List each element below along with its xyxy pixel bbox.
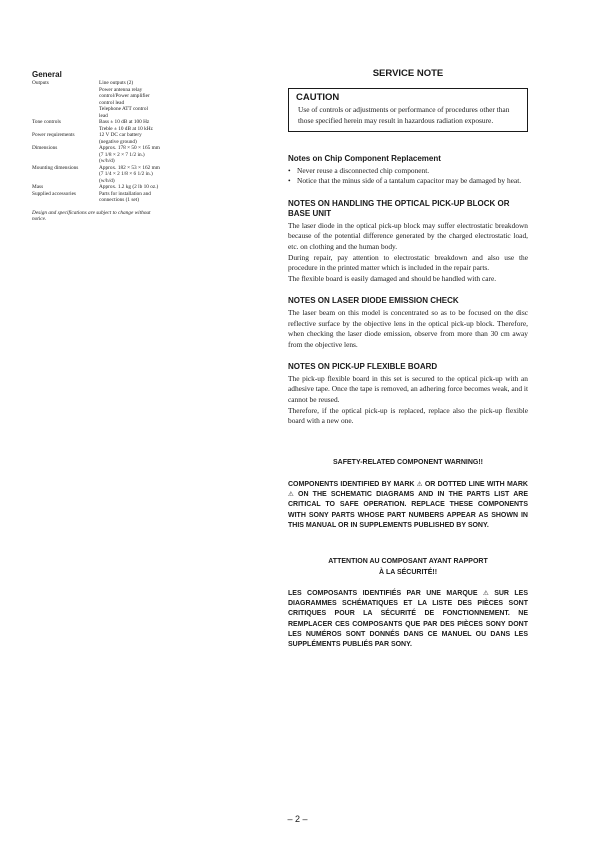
warning-triangle-icon: ⚠	[482, 589, 489, 597]
caution-title: CAUTION	[296, 92, 340, 103]
general-title: General	[32, 70, 62, 79]
flex-title: NOTES ON PICK-UP FLEXIBLE BOARD	[288, 362, 438, 372]
chip-bullet	[288, 166, 528, 177]
spec-value-line: lead	[99, 112, 108, 119]
laser-text: The laser beam on this model is concentrated so as to be focused on the disc reflective surface by the objective lens in the optical pick-up block. Therefore, when checking the laser diode emission, observe from more than 30 cm away from the objective lens.	[288, 307, 528, 349]
disclaimer-line: notice.	[32, 216, 47, 222]
spec-label: Outputs	[32, 80, 49, 86]
fr-title-line: À LA SÉCURITÉ!!	[378, 568, 438, 576]
bullet-text: Never reuse a disconnected chip component.	[297, 165, 430, 175]
spec-value-line: control lead	[99, 99, 125, 106]
safety-text-part: OR DOTTED LINE WITH MARK	[424, 480, 528, 488]
fr-text-part: LES COMPOSANTS IDENTIFIÉS PAR UNE MARQUE	[288, 589, 478, 597]
spec-row	[32, 191, 182, 204]
general-specs	[32, 70, 182, 223]
optical-text: The laser diode in the optical pick-up block may suffer electrostatic breakdown because of the potential difference generated by the charged electrostatic load, etc. on clothing and the human body.	[288, 220, 528, 252]
spec-row	[32, 165, 182, 185]
spec-row	[32, 132, 182, 145]
flex-section	[288, 362, 528, 426]
spec-value-line: Line outputs (2)	[99, 80, 134, 86]
spec-label: Dimensions	[32, 145, 58, 151]
spec-value-line: 12 V DC car battery	[99, 132, 142, 138]
spec-list	[32, 80, 182, 204]
spec-value-line: Approx. 182 × 53 × 162 mm	[99, 164, 160, 171]
disclaimer-line: Design and specifications are subject to change without	[32, 209, 151, 216]
spec-value	[99, 132, 182, 145]
laser-title: NOTES ON LASER DIODE EMISSION CHECK	[288, 296, 459, 306]
flex-text: The pick-up flexible board in this set is secured to the optical pick-up with an adhesive tape. Once the tape is removed, an adhering force becomes weak, and it cannot be reused.	[288, 373, 528, 404]
optical-title: NOTES ON HANDLING THE OPTICAL PICK-UP BLOCK OR BASE UNIT	[288, 198, 510, 219]
spec-label: Mounting dimensions	[32, 164, 79, 171]
spec-value-line: Treble ± 10 dB at 10 kHz	[99, 125, 153, 132]
safety-text-part: COMPONENTS IDENTIFIED BY MARK	[288, 480, 415, 488]
bullet-mark: •	[288, 165, 291, 175]
fr-safety-title	[288, 557, 528, 578]
spec-label: Mass	[32, 184, 44, 190]
service-note	[288, 68, 528, 651]
fr-text-part: SUR LES DIAGRAMMES SCHÉMATIQUES ET LA LISTE DES PIÈCES SONT CRITIQUES POUR LA SÉCURITÉ DE FONCTIONNEMENT. NE REMPLACER CES COMPOSANTS QUE PAR DES PIÈCES SONY DONT LES NUMÉROS SONT DONNÉS DANS CE MANUEL OU DANS LES SUPPLÉMENTS PUBLIÉS PAR SONY.	[288, 589, 528, 649]
spec-label: Power requirements	[32, 132, 75, 138]
spec-value-line: (w/h/d)	[99, 158, 115, 164]
spec-label: Supplied accessories	[32, 190, 76, 197]
spec-value	[99, 80, 182, 119]
warning-triangle-icon: ⚠	[416, 480, 423, 488]
laser-section	[288, 296, 528, 350]
optical-section	[288, 199, 528, 285]
chip-title: Notes on Chip Component Replacement	[288, 154, 441, 164]
spec-value-line: Bass ± 10 dB at 100 Hz	[99, 119, 150, 125]
optical-text: During repair, pay attention to electrostatic breakdown and also use the procedure in the printed matter which is included in the repair parts.	[288, 252, 528, 273]
safety-text-part: ON THE SCHEMATIC DIAGRAMS AND IN THE PARTS LIST ARE CRITICAL TO SAFE OPERATION. REPLACE THESE COMPONENTS WITH SONY PARTS WHOSE PART NUMBERS APPEAR AS SHOWN IN THIS MANUAL OR IN SUPPLEMENTS PUBLISHED BY SONY.	[288, 491, 528, 529]
bullet-mark: •	[288, 176, 291, 186]
optical-text: The flexible board is easily damaged and should be handled with care.	[288, 273, 497, 283]
spec-value-line: (negative ground)	[99, 138, 137, 145]
spec-value-line: Approx. 1.2 kg (2 lb 10 oz.)	[99, 184, 159, 190]
safety-title: SAFETY-RELATED COMPONENT WARNING!!	[333, 458, 483, 466]
chip-bullet	[288, 176, 528, 187]
spec-value-line: Telephone ATT control	[99, 106, 148, 112]
spec-value	[99, 145, 182, 165]
spec-value	[99, 119, 182, 132]
spec-label: Tone controls	[32, 119, 61, 125]
safety-text	[288, 480, 528, 531]
safety-warning	[288, 459, 528, 651]
spec-value	[99, 165, 182, 185]
spec-value-line: (7 1/4 × 2 1/8 × 6 1/2 in.)	[99, 171, 153, 177]
caution-box	[288, 88, 528, 132]
spec-row	[32, 119, 182, 132]
spec-row	[32, 145, 182, 165]
warning-triangle-icon: ⚠	[288, 491, 294, 499]
spec-value-line: (w/h/d)	[99, 177, 115, 184]
caution-text: Use of controls or adjustments or performance of procedures other than those specified herein may result in hazardous radiation exposure.	[298, 105, 510, 125]
spec-value-line: (7 1/8 × 2 × 7 1/2 in.)	[99, 151, 145, 158]
spec-value-line: Parts for installation and	[99, 190, 151, 197]
chip-section	[288, 154, 528, 187]
spec-value	[99, 191, 182, 204]
spec-disclaimer	[32, 210, 182, 223]
bullet-text: Notice that the minus side of a tantalum capacitor may be damaged by heat.	[297, 176, 522, 186]
service-note-title: SERVICE NOTE	[372, 68, 444, 79]
spec-value-line: control/Power amplifier	[99, 93, 150, 99]
spec-value-line: connections (1 set)	[99, 197, 140, 203]
spec-row	[32, 80, 182, 119]
fr-safety-text	[288, 589, 528, 651]
spec-value-line: Approx. 178 × 50 × 165 mm	[99, 145, 160, 151]
flex-text: Therefore, if the optical pick-up is replaced, replace also the pick-up flexible board with a new one.	[288, 405, 528, 426]
page-number: – 2 –	[287, 814, 308, 824]
spec-value-line: Power antenna relay	[99, 86, 143, 93]
fr-title-line: ATTENTION AU COMPOSANT AYANT RAPPORT	[328, 558, 488, 566]
